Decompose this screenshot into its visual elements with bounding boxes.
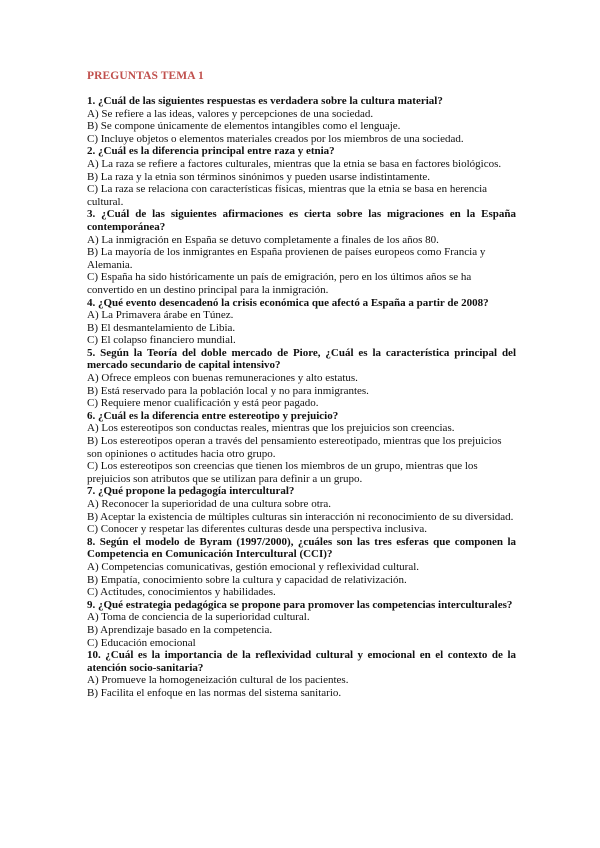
option-8c: C) Actitudes, conocimientos y habilidades. bbox=[87, 586, 276, 599]
question-5: 5. Según la Teoría del doble mercado de Piore, ¿Cuál es la característica principal del mercado secundario de capital intensivo? bbox=[87, 346, 516, 372]
question-block-4 bbox=[87, 297, 516, 347]
question-block-7 bbox=[87, 485, 516, 535]
option-6a: A) Los estereotipos son conductas reales, mientras que los prejuicios son creencias. bbox=[87, 422, 455, 435]
option-3b: B) La mayoría de los inmigrantes en España provienen de países europeos como Francia y Alemania. bbox=[87, 246, 486, 271]
question-3: 3. ¿Cuál de las siguientes afirmaciones es cierta sobre las migraciones en la España contemporánea? bbox=[87, 208, 516, 233]
question-block-2 bbox=[87, 145, 516, 208]
option-6c: C) Los estereotipos son creencias que tienen los miembros de un grupo, mientras que los prejuicios son atributos que se utilizan para definir a un grupo. bbox=[87, 460, 478, 485]
question-block-1 bbox=[87, 95, 516, 145]
option-9a: A) Toma de conciencia de la superioridad cultural. bbox=[87, 611, 310, 624]
option-6b: B) Los estereotipos operan a través del pensamiento estereotipado, mientras que los prejuicios son opiniones o actitudes hacia otro grupo. bbox=[87, 435, 502, 460]
option-7b: B) Aceptar la existencia de múltiples culturas sin interacción ni reconocimiento de su diversidad. bbox=[87, 510, 514, 523]
option-1c: C) Incluye objetos o elementos materiales creados por los miembros de una sociedad. bbox=[87, 132, 464, 145]
question-block-10 bbox=[87, 649, 516, 699]
option-1a: A) Se refiere a las ideas, valores y percepciones de una sociedad. bbox=[87, 107, 374, 120]
option-10a: A) Promueve la homogeneización cultural de los pacientes. bbox=[87, 674, 349, 687]
document-title: PREGUNTAS TEMA 1 bbox=[87, 70, 204, 82]
question-4: 4. ¿Qué evento desencadenó la crisis económica que afectó a España a partir de 2008? bbox=[87, 296, 489, 309]
option-1b: B) Se compone únicamente de elementos intangibles como el lenguaje. bbox=[87, 120, 401, 133]
option-2c: C) La raza se relaciona con características físicas, mientras que la etnia se basa en herencia cultural. bbox=[87, 183, 488, 208]
question-block-5 bbox=[87, 347, 516, 410]
option-5b: B) Está reservado para la población local y no para inmigrantes. bbox=[87, 384, 369, 397]
question-10: 10. ¿Cuál es la importancia de la reflexividad cultural y emocional en el contexto de la atención socio-sanitaria? bbox=[87, 649, 516, 674]
question-9: 9. ¿Qué estrategia pedagógica se propone para promover las competencias interculturales? bbox=[87, 598, 513, 611]
option-5c: C) Requiere menor cualificación y está peor pagado. bbox=[87, 397, 319, 410]
question-7: 7. ¿Qué propone la pedagogía intercultural? bbox=[87, 485, 295, 498]
option-2b: B) La raza y la etnia son términos sinónimos y pueden usarse indistintamente. bbox=[87, 170, 431, 183]
option-5a: A) Ofrece empleos con buenas remuneraciones y alto estatus. bbox=[87, 372, 358, 385]
question-block-8 bbox=[87, 536, 516, 599]
option-2a: A) La raza se refiere a factores culturales, mientras que la etnia se basa en factores biológicos. bbox=[87, 157, 502, 170]
option-8b: B) Empatía, conocimiento sobre la cultura y capacidad de relativización. bbox=[87, 573, 407, 586]
question-8: 8. Según el modelo de Byram (1997/2000), ¿cuáles son las tres esferas que componen la Competencia en Comunicación Intercultural (CCI)? bbox=[87, 535, 516, 561]
option-4a: A) La Primavera árabe en Túnez. bbox=[87, 309, 234, 322]
question-2: 2. ¿Cuál es la diferencia principal entre raza y etnia? bbox=[87, 145, 335, 158]
question-6: 6. ¿Cuál es la diferencia entre estereotipo y prejuicio? bbox=[87, 409, 339, 422]
option-7a: A) Reconocer la superioridad de una cultura sobre otra. bbox=[87, 498, 332, 510]
option-4c: C) El colapso financiero mundial. bbox=[87, 334, 236, 347]
question-block-6 bbox=[87, 410, 516, 486]
option-9b: B) Aprendizaje basado en la competencia. bbox=[87, 623, 273, 636]
option-7c: C) Conocer y respetar las diferentes culturas desde una perspectiva inclusiva. bbox=[87, 523, 427, 536]
option-9c: C) Educación emocional bbox=[87, 636, 196, 649]
question-block-3 bbox=[87, 208, 516, 296]
option-10b: B) Facilita el enfoque en las normas del sistema sanitario. bbox=[87, 686, 342, 699]
option-4b: B) El desmantelamiento de Libia. bbox=[87, 321, 236, 334]
option-3a: A) La inmigración en España se detuvo completamente a finales de los años 80. bbox=[87, 233, 439, 246]
question-block-9 bbox=[87, 599, 516, 649]
option-3c: C) España ha sido históricamente un país de emigración, pero en los últimos años se ha convertido en un destino principal para la inmigración. bbox=[87, 271, 472, 296]
question-1: 1. ¿Cuál de las siguientes respuestas es verdadera sobre la cultura material? bbox=[87, 95, 443, 107]
option-8a: A) Competencias comunicativas, gestión emocional y reflexividad cultural. bbox=[87, 560, 420, 573]
